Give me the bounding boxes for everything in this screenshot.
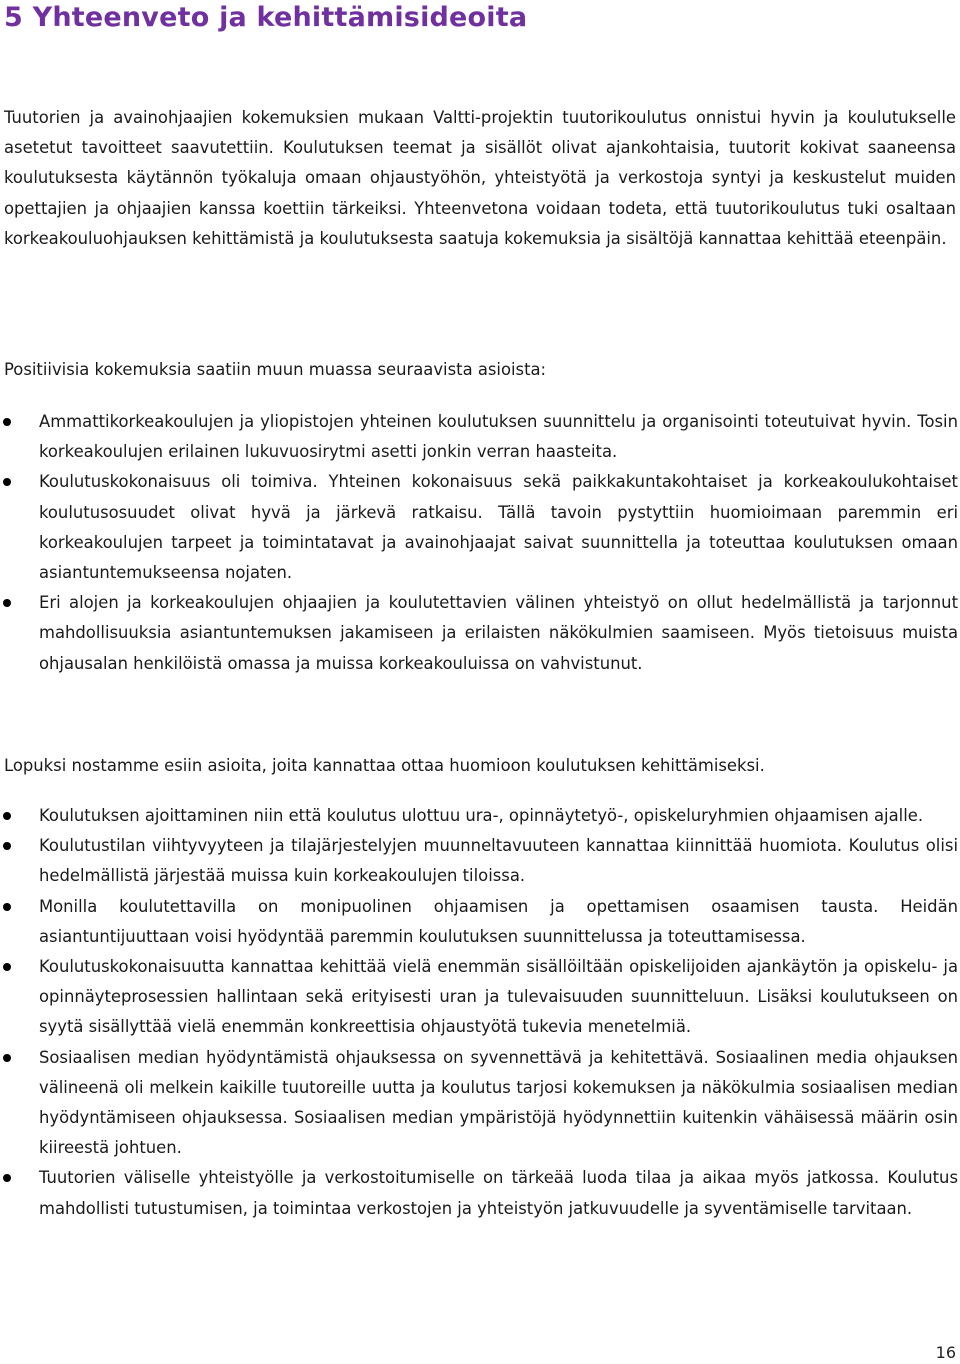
development-ideas-list [0,801,958,1224]
list-item-text: Sosiaalisen median hyödyntämistä ohjauksessa on syvennettävä ja kehitettävä. Sosiaalinen media ohjauksen välineenä oli melkein kaikille tuutoreille uutta ja koulutus tarjosi kokemuksen ja näkökulmia sosiaalisen median hyödyntämiseen ohjauksessa. Sosiaalisen median ympäristöjä hyödynnettiin kuitenkin vähäisessä määrin osin kiireestä johtuen. [39,1047,958,1158]
list-item-text: Koulutuskokonaisuutta kannattaa kehittää vielä enemmän sisällöiltään opiskelijoiden ajankäytön ja opiskelu- ja opinnäyteprosessien hallintaan sekä erityisesti uran ja tulevaisuuden suunnitteluun. Lisäksi koulutukseen on syytä sisällyttää vielä enemmän konkreettisia ohjaustyötä tukevia menetelmiä. [39,957,958,1037]
page-number: 16 [935,1343,956,1362]
positive-experiences-list [0,407,958,679]
bullet-icon [3,1174,11,1182]
bullet-icon [3,963,11,971]
list-item-text: Koulutuksen ajoittaminen niin että koulutus ulottuu ura-, opinnäytetyö-, opiskeluryhmien ohjaamisen ajalle. [39,806,924,825]
bullet-icon [3,418,11,426]
list-item-text: Koulutuskokonaisuus oli toimiva. Yhteinen kokonaisuus sekä paikkakuntakohtaiset ja korkeakoulukohtaiset koulutusosuudet olivat hyvä ja järkevä ratkaisu. Tällä tavoin pystyttiin huomioimaan paremmin eri korkeakoulujen tarpeet ja toimintatavat ja avainohjaajat saivat suunnittella ja toteuttaa koulutuksen omaan asiantuntemukseensa nojaten. [39,472,958,583]
list-item [0,831,958,891]
list-item-text: Koulutustilan viihtyvyyteen ja tilajärjestelyjen muunneltavuuteen kannattaa kiinnittää huomiota. Koulutus olisi hedelmällistä järjestää muissa kuin korkeakoulujen tiloissa. [39,836,958,886]
list-item [0,1043,958,1164]
list-item [0,467,958,588]
positive-experiences-lead: Positiivisia kokemuksia saatiin muun muassa seuraavista asioista: [4,360,547,379]
list-item-text: Tuutorien väliselle yhteistyölle ja verkostoitumiselle on tärkeää luoda tilaa ja aikaa myös jatkossa. Koulutus mahdollisti tutustumisen, ja toimintaa verkostojen ja yhteistyön jatkuvuudelle ja syventämiselle tarvitaan. [39,1168,958,1218]
list-item [0,892,958,952]
bullet-icon [3,812,11,820]
intro-paragraph: Tuutorien ja avainohjaajien kokemuksien mukaan Valtti-projektin tuutorikoulutus onnistui hyvin ja koulutukselle asetetut tavoitteet saavutettiin. Koulutuksen teemat ja sisällöt olivat ajankohtaisia, tuutorit kokivat saaneensa koulutuksesta käytännön työkaluja omaan ohjaustyöhön, yhteistyötä ja verkostoja syntyi ja keskustelut muiden opettajien ja ohjaajien kanssa koettiin tärkeiksi. Yhteenvetona voidaan todeta, että tuutorikoulutus tuki osaltaan korkeakouluohjauksen kehittämistä ja koulutuksesta saatuja kokemuksia ja sisältöjä kannattaa kehittää eteenpäin. [4,108,956,248]
development-ideas-lead: Lopuksi nostamme esiin asioita, joita kannattaa ottaa huomioon koulutuksen kehittämiseksi. [4,756,765,775]
bullet-icon [3,599,11,607]
bullet-icon [3,842,11,850]
list-item-text: Ammattikorkeakoulujen ja yliopistojen yhteinen koulutuksen suunnittelu ja organisointi toteutuivat hyvin. Tosin korkeakoulujen erilainen lukuvuosirytmi asetti jonkin verran haasteita. [39,412,958,462]
list-item-text: Eri alojen ja korkeakoulujen ohjaajien ja koulutettavien välinen yhteistyö on ollut hedelmällistä ja tarjonnut mahdollisuuksia asiantuntemuksen jakamiseen ja erilaisten näkökulmien saamiseen. Myös tietoisuus muista ohjausalan henkilöistä omassa ja muissa korkeakouluissa on vahvistunut. [39,593,958,673]
bullet-icon [3,903,11,911]
list-item [0,952,958,1043]
list-item [0,1163,958,1223]
list-item [0,801,958,831]
section-heading: 5 Yhteenveto ja kehittämisideoita [4,2,528,33]
list-item [0,588,958,679]
list-item-text: Monilla koulutettavilla on monipuolinen ohjaamisen ja opettamisen osaamisen tausta. Heidän asiantuntijuuttaan voisi hyödyntää paremmin koulutuksen suunnittelussa ja toteuttamisessa. [39,896,958,946]
bullet-icon [3,1054,11,1062]
bullet-icon [3,478,11,486]
list-item [0,407,958,467]
